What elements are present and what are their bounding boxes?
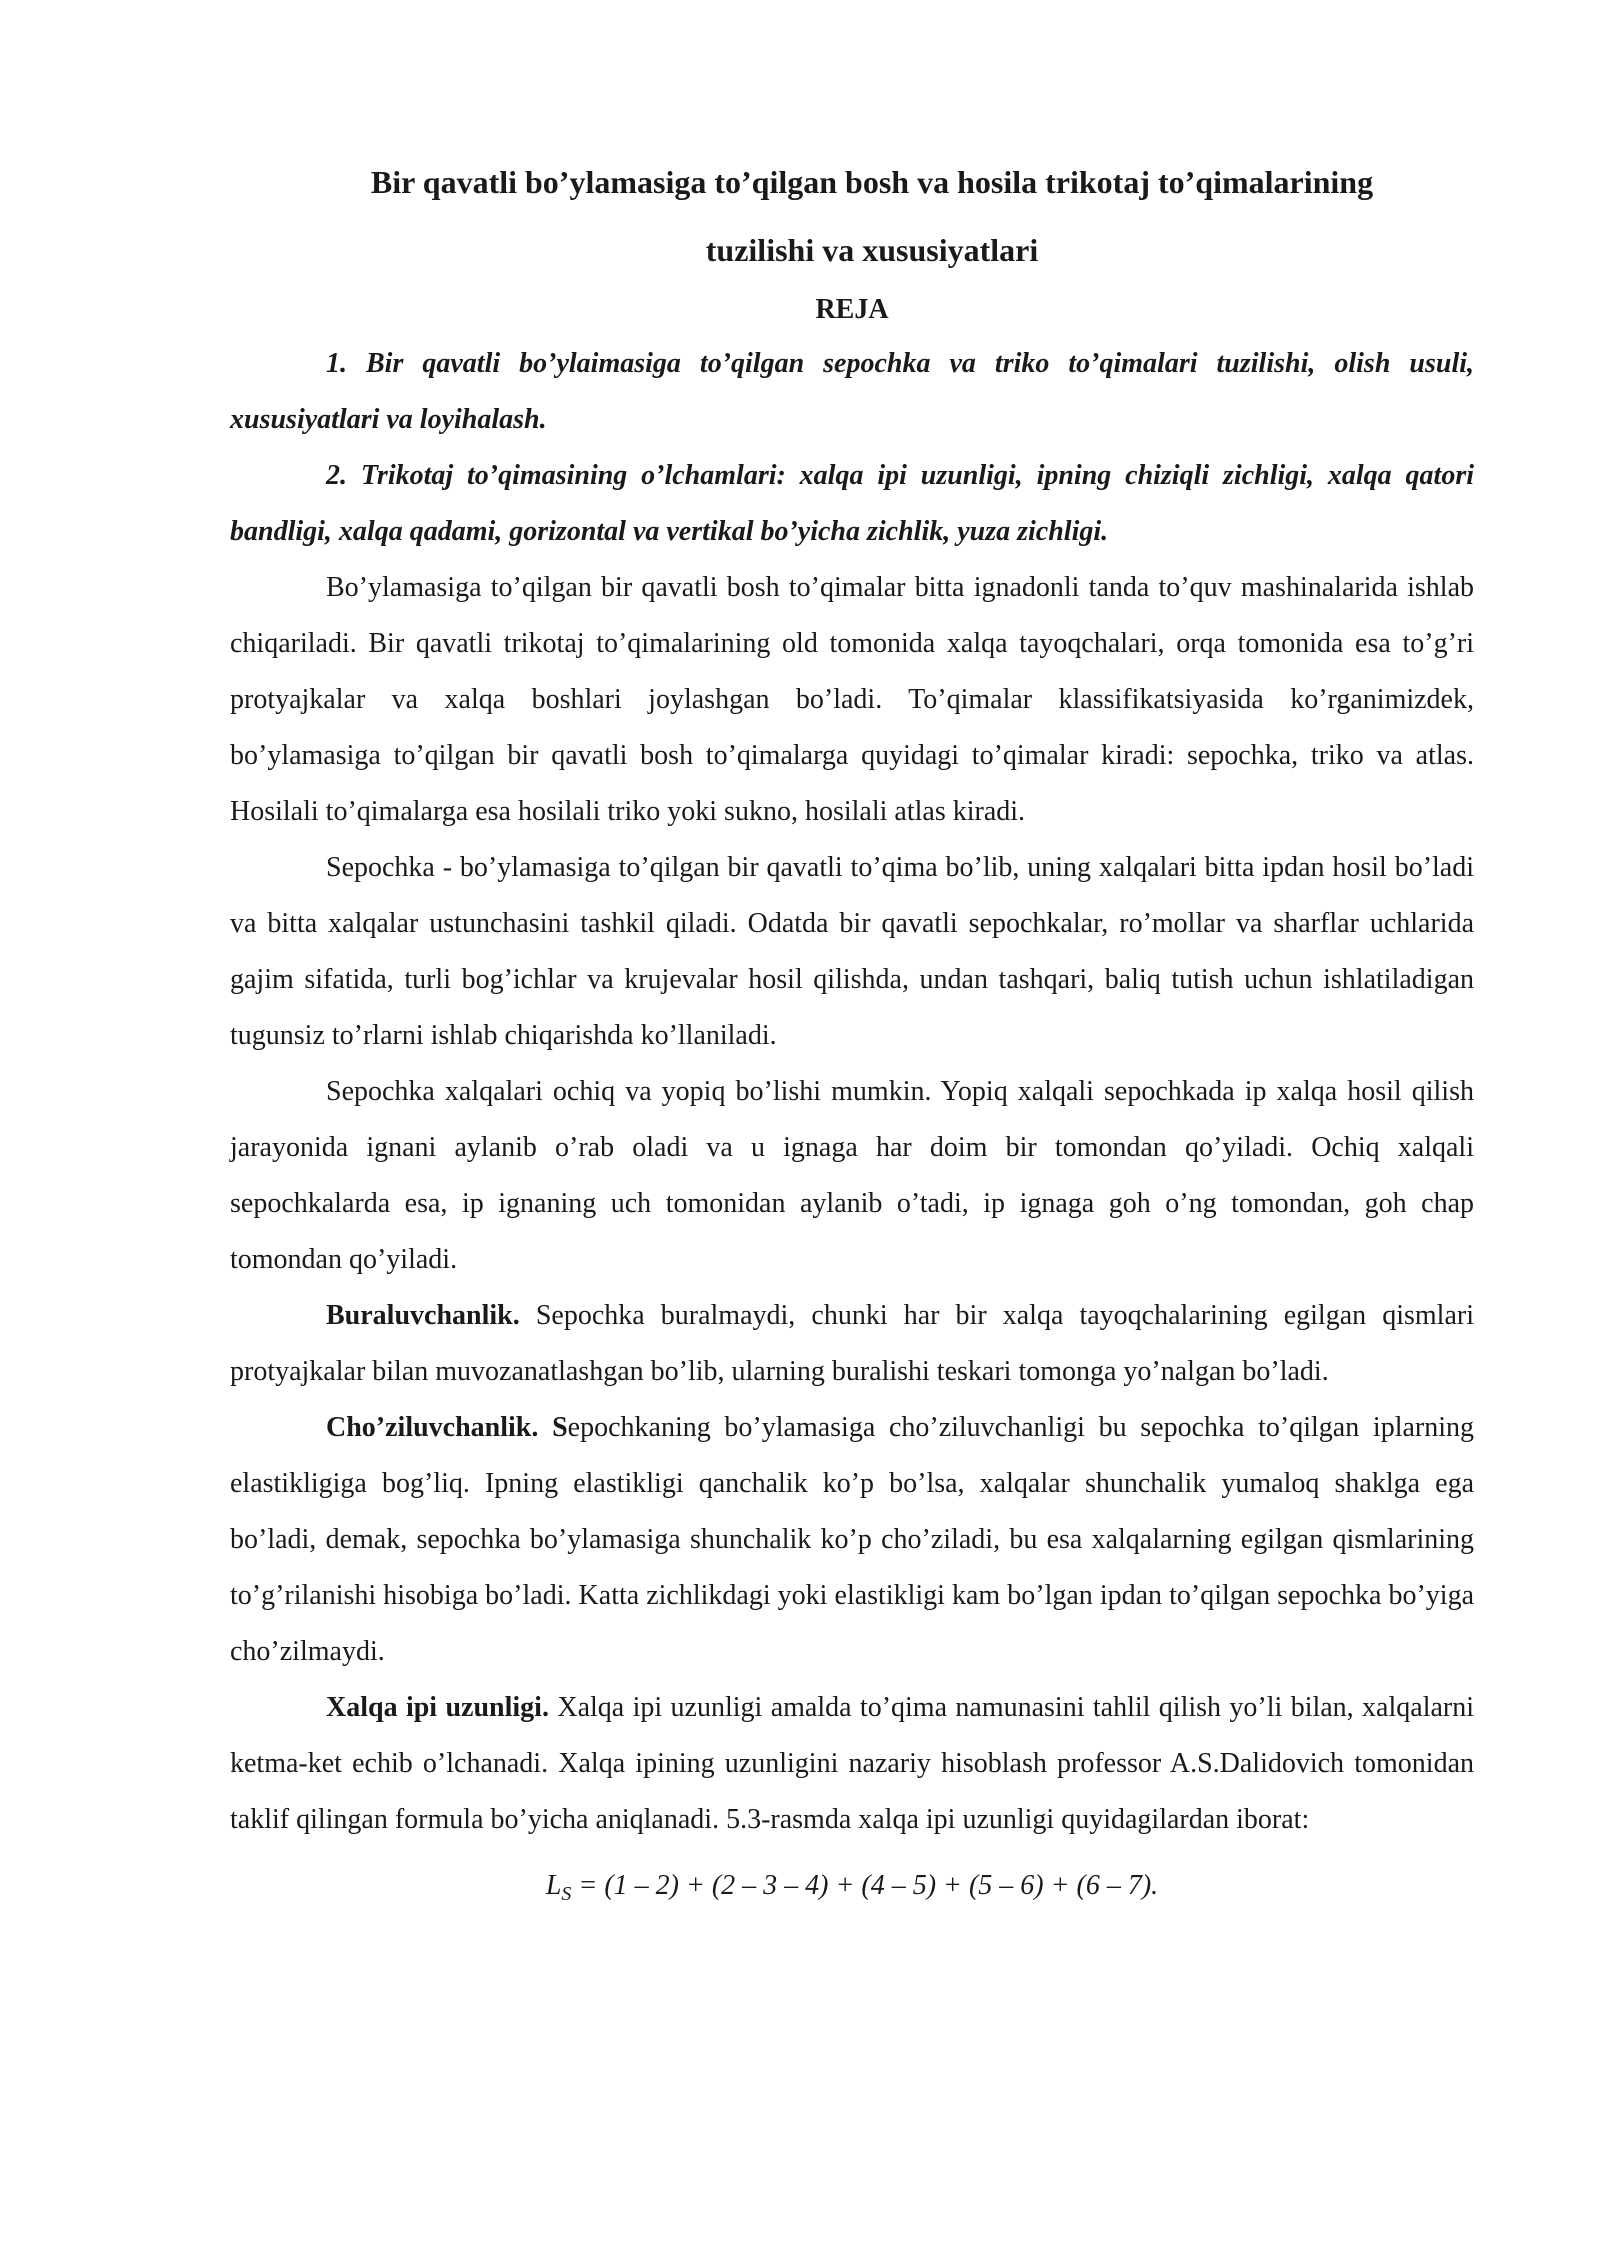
- paragraph-sepochka-loops: Sepochka xalqalari ochiq va yopiq bo’lishi mumkin. Yopiq xalqali sepochkada ip xalqa hosil qilish jarayonida ignani aylanib o’rab oladi va u ignaga har doim bir tomondan qo’yiladi. Ochiq xalqali sepochkalarda esa, ip ignaning uch tomonidan aylanib o’tadi, ip ignaga goh o’ng tomondan, goh chap tomondan qo’yiladi.: [230, 1076, 1474, 1275]
- paragraph-loop-length: [230, 1680, 1474, 1848]
- term-stretch: Cho’ziluvchanlik. S: [326, 1412, 568, 1443]
- paragraph-twisting: [230, 1288, 1474, 1400]
- formula-expression: = (1 – 2) + (2 – 3 – 4) + (4 – 5) + (5 – 6) + (6 – 7).: [571, 1870, 1159, 1901]
- formula-subscript: S: [561, 1883, 572, 1905]
- paragraph-intro: Bo’ylamasiga to’qilgan bir qavatli bosh to’qimalar bitta ignadonli tanda to’quv mashinalarida ishlab chiqariladi. Bir qavatli trikotaj to’qimalarining old tomonida xalqa tayoqchalari, orqa tomonida esa to’g’ri protyajkalar va xalqa boshlari joylashgan bo’ladi. To’qimalar klassifikatsiyasida ko’rganimizdek, bo’ylamasiga to’qilgan bir qavatli bosh to’qimalarga quyidagi to’qimalar kiradi: sepochka, triko va atlas. Hosilali to’qimalarga esa hosilali triko yoki sukno, hosilali atlas kiradi.: [230, 572, 1474, 827]
- paragraph-stretch-text: epochkaning bo’ylamasiga cho’ziluvchanligi bu sepochka to’qilgan iplarning elastikligiga bog’liq. Ipning elastikligi qanchalik ko’p bo’lsa, xalqalar shunchalik yumaloq shaklga ega bo’ladi, demak, sepochka bo’ylamasiga shunchalik ko’p cho’ziladi, bu esa xalqalarning egilgan qismlarining to’g’rilanishi hisobiga bo’ladi. Katta zichlikdagi yoki elastikligi kam bo’lgan ipdan to’qilgan sepochka bo’yiga cho’zilmaydi.: [230, 1412, 1475, 1667]
- paragraph-twisting-text: Sepochka buralmaydi, chunki har bir xalqa tayoqchalarining egilgan qismlari protyajkalar bilan muvozanatlashgan bo’lib, ularning buralishi teskari tomonga yo’nalgan bo’ladi.: [230, 1300, 1474, 1387]
- plan-heading: REJA: [815, 294, 889, 325]
- paragraph-sepochka: Sepochka - bo’ylamasiga to’qilgan bir qavatli to’qima bo’lib, uning xalqalari bitta ipdan hosil bo’ladi va bitta xalqalar ustunchasini tashkil qiladi. Odatda bir qavatli sepochkalar, ro’mollar va sharflar uchlarida gajim sifatida, turli bog’ichlar va krujevalar hosil qilishda, undan tashqari, baliq tutish uchun ishlatiladigan tugunsiz to’rlarni ishlab chiqarishda ko’llaniladi.: [230, 852, 1474, 1051]
- plan-item-2: 2. Trikotaj to’qimasining o’lchamlari: xalqa ipi uzunligi, ipning chiziqli zichligi, xalqa qatori bandligi, xalqa qadami, gorizontal va vertikal bo’yicha zichlik, yuza zichligi.: [230, 460, 1474, 547]
- document-title: [270, 148, 1474, 284]
- paragraph-stretch: [230, 1400, 1474, 1680]
- title-line-2: tuzilishi va xususiyatlari: [705, 232, 1039, 268]
- plan-item-1: 1. Bir qavatli bo’ylaimasiga to’qilgan sepochka va triko to’qimalari tuzilishi, olish usuli, xususiyatlari va loyihalash.: [230, 348, 1474, 435]
- title-line-1: Bir qavatli bo’ylamasiga to’qilgan bosh va hosila trikotaj to’qimalarining: [370, 164, 1374, 200]
- term-twisting: Buraluvchanlik.: [326, 1300, 520, 1331]
- term-loop-length: Xalqa ipi uzunligi.: [326, 1692, 549, 1723]
- loop-length-formula: [230, 1858, 1474, 1914]
- paragraph-loop-length-text: Xalqa ipi uzunligi amalda to’qima namunasini tahlil qilish yo’li bilan, xalqalarni ketma-ket echib o’lchanadi. Xalqa ipining uzunligini nazariy hisoblash professor A.S.Dalidovich tomonidan taklif qilingan formula bo’yicha aniqlanadi. 5.3-rasmda xalqa ipi uzunligi quyidagilardan iborat:: [230, 1692, 1475, 1835]
- formula-symbol: L: [545, 1870, 562, 1901]
